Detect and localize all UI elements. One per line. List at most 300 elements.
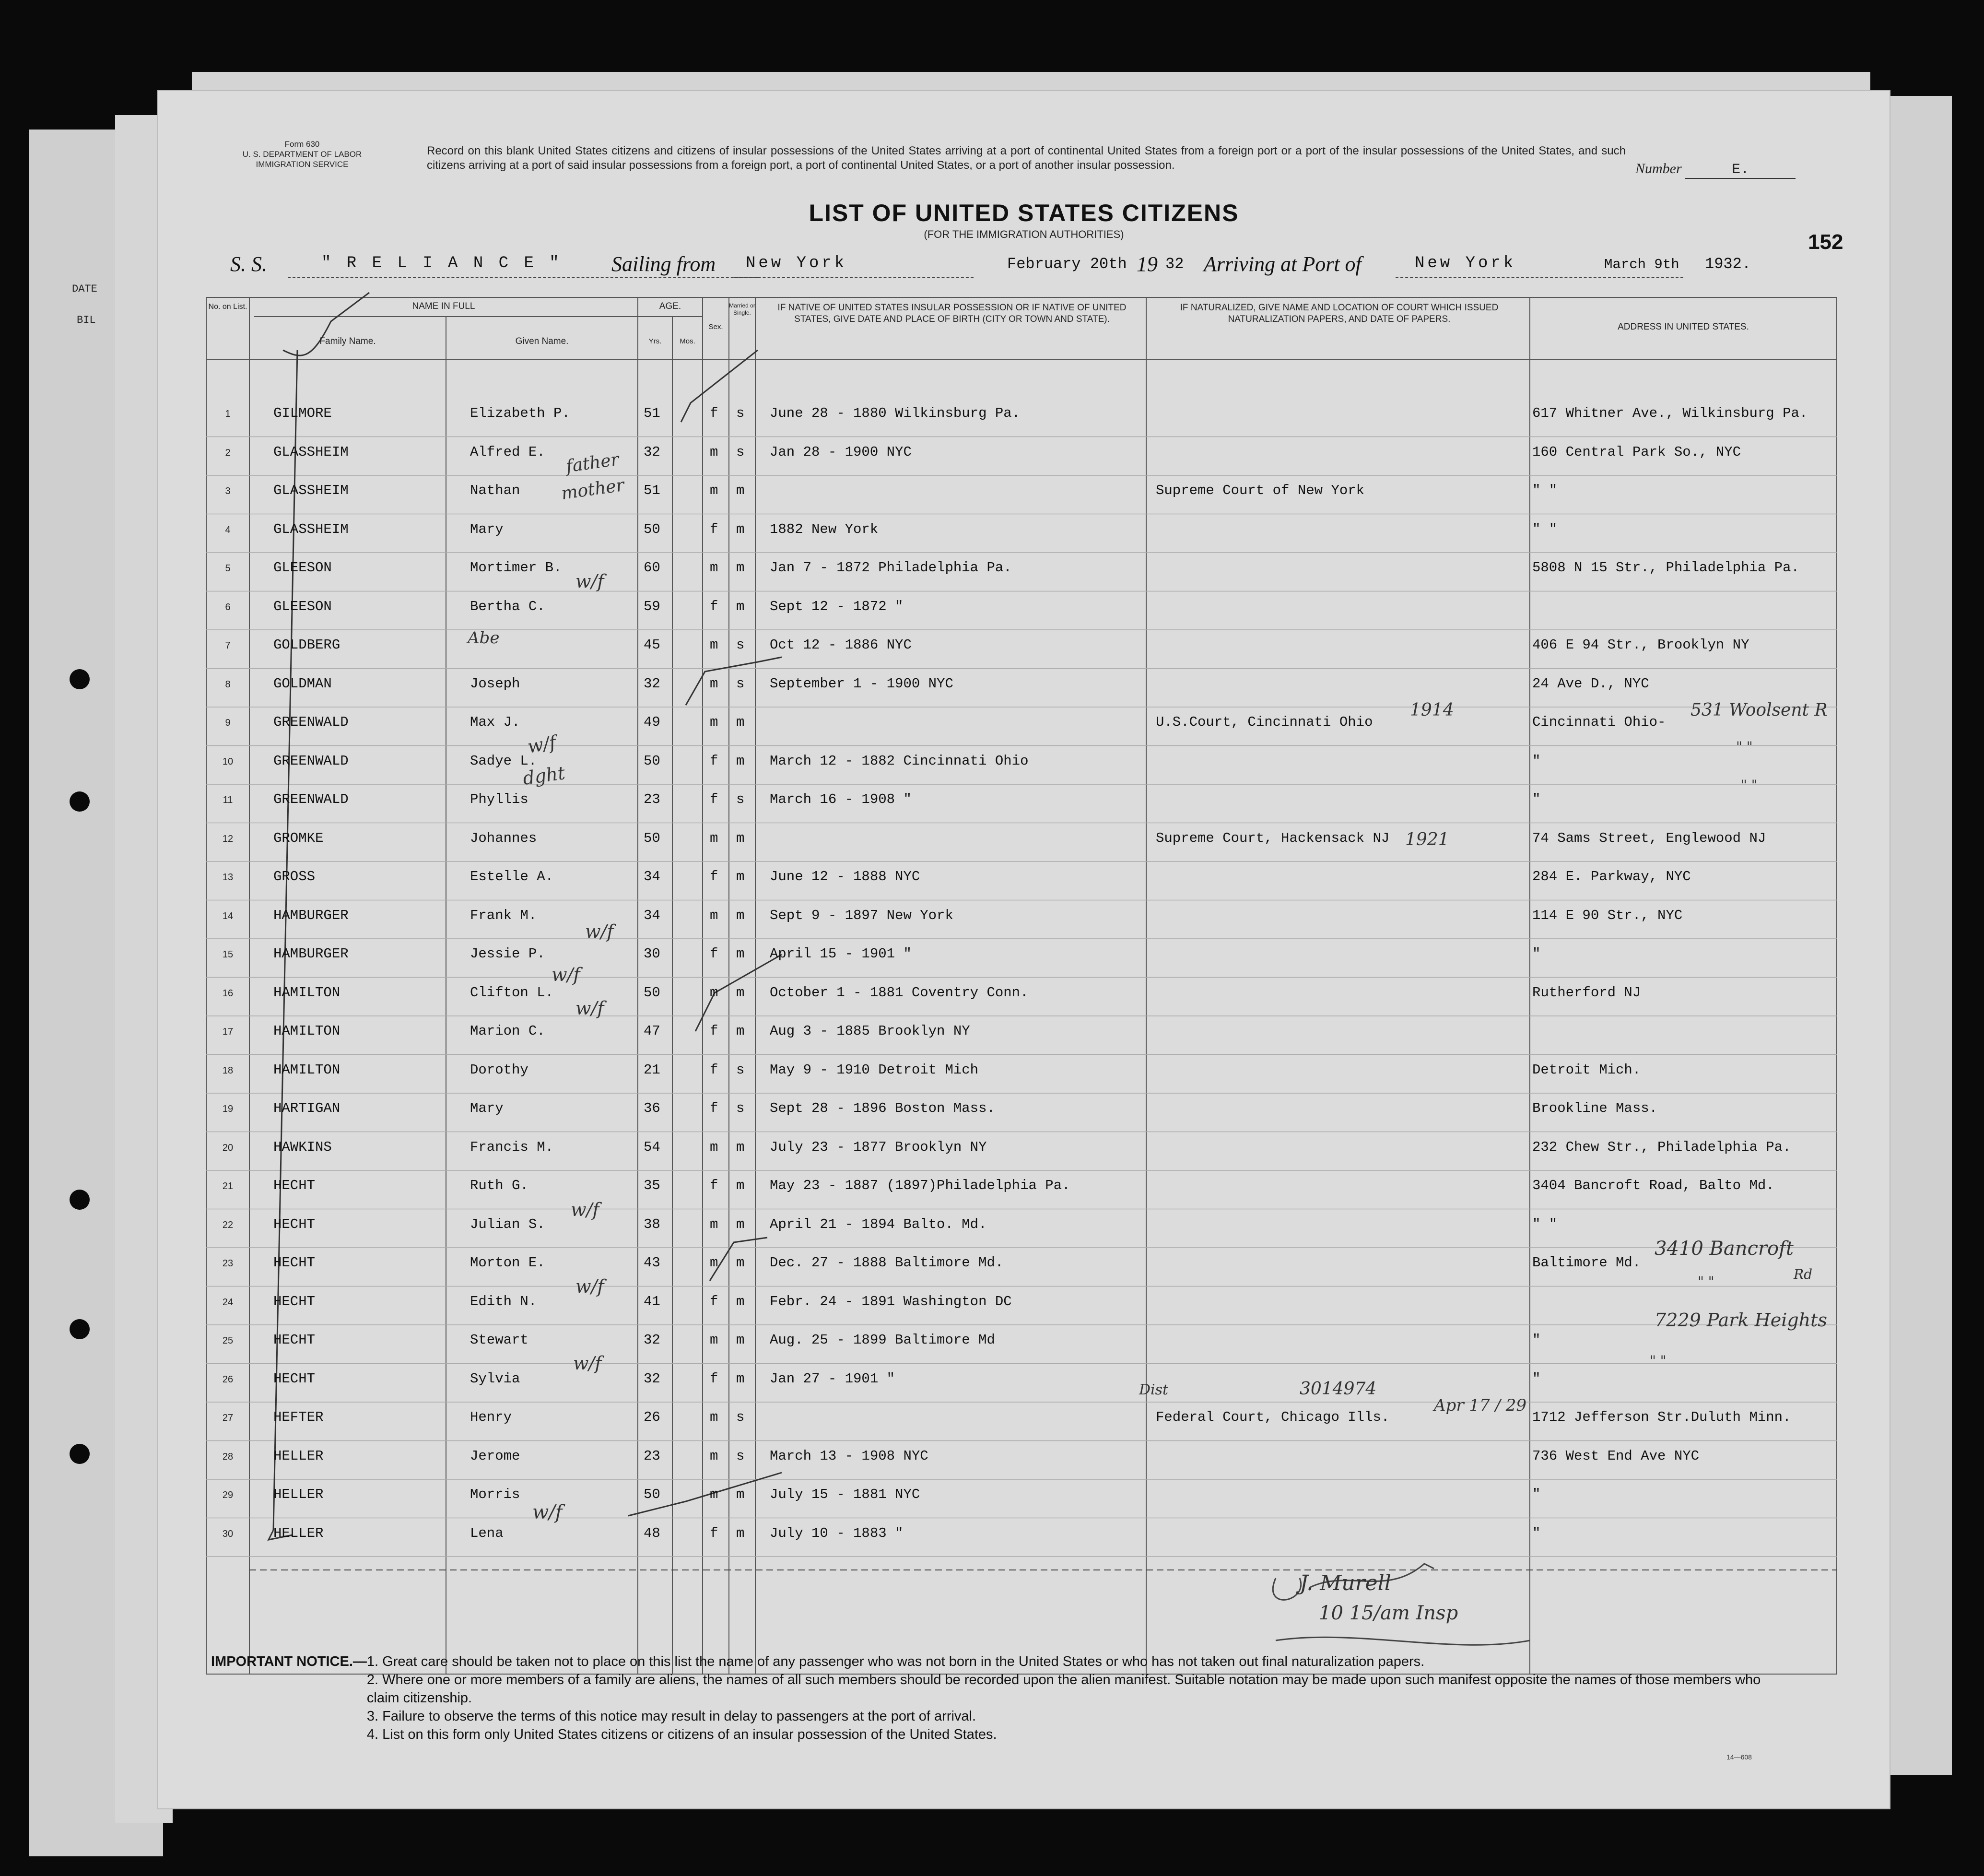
marital-status: m [736,1332,745,1348]
family-name: HAMILTON [273,984,340,1001]
age-years: 32 [644,444,660,460]
sex: m [710,1487,718,1502]
notice-item-2: 2. Where one or more members of a family are aliens, the names of all such members should be recorded upon the alien manifest. Suitable notation may be made upon such manifest opposite the names of those members who claim citizenship. [366,1672,1761,1706]
inspector-signature-name: J. Murell [1300,1571,1391,1595]
age-years: 50 [644,753,660,769]
place-of-birth: October 1 - 1881 Coventry Conn. [770,984,1029,1001]
notice-item-3: 3. Failure to observe the terms of this notice may result in delay to passengers at the port of arrival. [366,1709,976,1724]
header-address: ADDRESS IN UNITED STATES. [1618,322,1749,332]
family-name: HECHT [273,1216,316,1232]
age-years: 50 [644,830,660,846]
sex: f [710,1370,718,1387]
marital-status: m [736,984,745,1001]
address: 1712 Jefferson Str.Duluth Minn. [1532,1409,1791,1425]
place-of-birth: Sept 9 - 1897 New York [770,907,953,923]
family-name: HAMILTON [273,1062,340,1078]
header-family-name: Family Name. [319,336,376,346]
place-of-birth: Febr. 24 - 1891 Washington DC [770,1293,1012,1310]
header-place-of-birth: IF NATIVE OF UNITED STATES INSULAR POSSESSION OR IF NATIVE OF UNITED STATES, GIVE DATE AND PLACE OF BIRTH (CITY OR TOWN AND STATE). [777,303,1127,324]
given-name: Mary [470,521,504,537]
age-years: 21 [644,1062,660,1078]
row-number: 15 [222,949,234,960]
age-years: 23 [644,1448,660,1464]
age-years: 45 [644,637,660,653]
place-of-birth: March 13 - 1908 NYC [770,1448,928,1464]
family-name: HELLER [273,1487,324,1502]
service: IMMIGRATION SERVICE [256,160,349,169]
inspection-time: 10 15/am Insp [1319,1602,1458,1624]
family-name: GLASSHEIM [273,483,349,498]
arrival-year: 1932. [1705,255,1751,273]
place-of-birth: Jan 28 - 1900 NYC [770,444,912,460]
row-number: 27 [222,1413,234,1423]
table-grid [158,91,1890,1808]
row-number: 29 [222,1490,234,1500]
age-years: 54 [644,1139,660,1155]
marital-status: s [736,1062,745,1078]
age-years: 49 [644,714,660,730]
given-name: Marion C. [470,1023,545,1039]
marital-status: m [736,598,745,614]
ss-label: S. S. [230,252,267,276]
marital-status: m [736,1370,745,1387]
row-number: 28 [222,1451,234,1462]
sex: m [710,483,718,498]
address: 232 Chew Str., Philadelphia Pa. [1532,1139,1791,1155]
header-name-in-full: NAME IN FULL [412,301,475,311]
given-name: Phyllis [470,791,528,807]
handwritten-wf-26: w/f [573,1353,602,1374]
marital-status: m [736,521,745,537]
header-married-or-single: Married or Single. [729,302,755,316]
sex: m [710,1448,718,1464]
instructions-text: Record on this blank United States citizens and citizens of insular possessions of the United States arriving at a port of continental United States from a foreign port or a port of the insular possessions of the United States, and such citizens arriving at a port of said insular possessions from a foreign port, a port of continental United States, or a port of another insular possession. [427,144,1626,172]
marital-status: m [736,1293,745,1310]
address: Rutherford NJ [1532,984,1641,1001]
place-of-birth: Jan 27 - 1901 " [770,1370,895,1387]
row-number: 22 [222,1219,234,1230]
age-years: 38 [644,1216,660,1232]
place-of-birth: July 23 - 1877 Brooklyn NY [770,1139,987,1155]
address: Cincinnati Ohio- [1532,714,1666,730]
handwritten-ditto-11: " " [1741,777,1758,793]
address: " " [1532,521,1558,537]
row-number: 30 [222,1528,234,1539]
family-name: HECHT [273,1255,316,1271]
address: 3404 Bancroft Road, Balto Md. [1532,1178,1774,1193]
sex: m [710,1139,718,1155]
header-given-name: Given Name. [515,336,569,346]
family-name: HECHT [273,1178,316,1193]
given-name: Julian S. [470,1216,545,1232]
naturalization-court: Supreme Court of New York [1156,483,1365,498]
family-name: GROMKE [273,830,324,846]
handwritten-dght: dght [521,762,567,789]
handwritten-ditto-26: " " [1650,1353,1667,1369]
punch-hole [70,1444,90,1464]
row-number: 13 [222,872,234,883]
sex: f [710,598,718,614]
family-name: HECHT [273,1370,316,1387]
sex: m [710,560,718,576]
age-years: 41 [644,1293,660,1310]
sex: f [710,1023,718,1039]
address: " [1532,1332,1541,1348]
handwritten-year-1914: 1914 [1410,700,1454,720]
handwritten-wf-10: w/f [526,732,558,757]
age-years: 60 [644,560,660,576]
footer-code: 14—608 [1726,1753,1752,1761]
sex: f [710,1525,718,1541]
handwritten-year-1921: 1921 [1405,830,1449,850]
place-of-birth: March 16 - 1908 " [770,791,912,807]
given-name: Stewart [470,1332,528,1348]
punch-hole [70,1190,90,1210]
family-name: GOLDMAN [273,675,332,692]
notice-lead: IMPORTANT NOTICE.— [211,1654,367,1669]
age-years: 50 [644,1487,660,1502]
marital-status: m [736,1023,745,1039]
place-of-birth: May 9 - 1910 Detroit Mich [770,1062,979,1078]
age-years: 50 [644,521,660,537]
marital-status: m [736,753,745,769]
age-years: 32 [644,1332,660,1348]
family-name: GROSS [273,869,316,885]
arriving-label: Arriving at Port of [1204,252,1362,276]
family-name: HELLER [273,1448,324,1464]
marital-status: m [736,1255,745,1271]
marital-status: m [736,946,745,962]
age-years: 35 [644,1178,660,1193]
place-of-birth: 1882 New York [770,521,879,537]
family-name: GLEESON [273,560,332,576]
family-name: GILMORE [273,405,332,421]
address: " " [1532,483,1558,498]
address: " [1532,791,1541,807]
department: U. S. DEPARTMENT OF LABOR [242,150,362,159]
handwritten-wf-24: w/f [575,1276,604,1297]
family-name: HELLER [273,1525,324,1541]
sex: m [710,1216,718,1232]
header-sex: Sex. [708,323,723,331]
handwritten-address-9: 531 Woolsent R [1691,700,1828,720]
place-of-birth: Sept 28 - 1896 Boston Mass. [770,1100,995,1116]
marital-status: s [736,1409,745,1425]
sail-year: 32 [1165,255,1184,273]
address: 406 E 94 Str., Brooklyn NY [1532,637,1749,653]
marital-status: s [736,637,745,653]
given-name: Joseph [470,675,520,692]
row-number: 17 [222,1026,234,1037]
sex: m [710,907,718,923]
family-name: HARTIGAN [273,1100,340,1116]
marital-status: s [736,791,745,807]
place-of-birth: Sept 12 - 1872 " [770,598,904,614]
handwritten-wf-15: w/f [585,921,614,942]
age-years: 51 [644,483,660,498]
age-years: 51 [644,405,660,421]
address: 114 E 90 Str., NYC [1532,907,1683,923]
sex: m [710,830,718,846]
family-name: HECHT [273,1293,316,1310]
ship-name: " R E L I A N C E " [321,254,562,272]
family-name: GLASSHEIM [273,521,349,537]
family-name: HECHT [273,1332,316,1348]
handwritten-abe: Abe [468,628,500,648]
age-years: 36 [644,1100,660,1116]
side-label-date: DATE [72,283,97,295]
header-no-on-list: No. on List. [208,303,247,311]
row-number: 18 [222,1065,234,1076]
sex: m [710,714,718,730]
place-of-birth: April 21 - 1894 Balto. Md. [770,1216,987,1232]
row-number: 12 [222,833,234,844]
handwritten-cert-number: 3014974 [1300,1379,1377,1399]
family-name: GLEESON [273,598,332,614]
age-years: 30 [644,946,660,962]
sex: f [710,1062,718,1078]
form-number: Form 630 [284,140,320,149]
row-number: 10 [222,756,234,767]
marital-status: s [736,1100,745,1116]
row-number: 2 [225,447,231,458]
handwritten-date-27: Apr 17 / 29 [1434,1396,1526,1415]
sex: f [710,1178,718,1193]
given-name: Morton E. [470,1255,545,1271]
marital-status: m [736,1139,745,1155]
sex: m [710,1255,718,1271]
row-number: 21 [222,1181,234,1192]
place-of-birth: June 12 - 1888 NYC [770,869,920,885]
place-of-birth: Jan 7 - 1872 Philadelphia Pa. [770,560,1012,576]
number-value: E. [1685,162,1796,179]
age-years: 26 [644,1409,660,1425]
handwritten-wf-16: w/f [552,964,580,985]
family-name: GOLDBERG [273,637,340,653]
given-name: Jerome [470,1448,520,1464]
page-number: 152 [1808,230,1843,254]
handwritten-wf-6: w/f [575,571,604,592]
place-of-birth: May 23 - 1887 (1897)Philadelphia Pa. [770,1178,1070,1193]
row-number: 24 [222,1297,234,1308]
sex: m [710,637,718,653]
place-of-birth: April 15 - 1901 " [770,946,912,962]
notice-item-1: 1. Great care should be taken not to place on this list the name of any passenger who was not born in the United States or who has not taken out final naturalization papers. [366,1654,1425,1669]
handwritten-address-25: 7229 Park Heights [1655,1310,1827,1331]
arrival-port: New York [1415,254,1516,272]
marital-status: m [736,830,745,846]
marital-status: s [736,444,745,460]
naturalization-court: Federal Court, Chicago Ills. [1156,1409,1390,1425]
sailing-from: New York [746,254,847,272]
row-number: 19 [222,1104,234,1114]
address: 5808 N 15 Str., Philadelphia Pa. [1532,560,1799,576]
side-label-bil: BIL [77,314,96,326]
handwritten-wf-17: w/f [575,998,604,1019]
row-number: 6 [225,602,231,613]
family-name: HAMILTON [273,1023,340,1039]
sex: f [710,405,718,421]
handwritten-address-23: 3410 Bancroft [1655,1238,1794,1260]
given-name: Frank M. [470,907,537,923]
marital-status: m [736,869,745,885]
place-of-birth: Dec. 27 - 1888 Baltimore Md. [770,1255,1004,1271]
age-years: 47 [644,1023,660,1039]
handwritten-ditto-10: " " [1736,739,1753,755]
given-name: Mortimer B. [470,560,562,576]
address: Baltimore Md. [1532,1255,1641,1271]
marital-status: m [736,1487,745,1502]
marital-status: m [736,1525,745,1541]
given-name: Sadye L. [470,753,537,769]
row-number: 23 [222,1258,234,1269]
punch-hole [70,1319,90,1339]
given-name: Francis M. [470,1139,554,1155]
naturalization-court: Supreme Court, Hackensack NJ [1156,830,1390,846]
age-years: 50 [644,984,660,1001]
age-years: 23 [644,791,660,807]
naturalization-court: U.S.Court, Cincinnati Ohio [1156,714,1373,730]
place-of-birth: July 15 - 1881 NYC [770,1487,920,1502]
family-name: HAWKINS [273,1139,332,1155]
row-number: 1 [225,409,231,419]
given-name: Elizabeth P. [470,405,570,421]
marital-status: s [736,1448,745,1464]
given-name: Johannes [470,830,537,846]
sex: f [710,1100,718,1116]
marital-status: s [736,675,745,692]
given-name: Jessie P. [470,946,545,962]
sex: m [710,444,718,460]
address: 160 Central Park So., NYC [1532,444,1741,460]
address: " [1532,1487,1541,1502]
header-age: AGE. [659,301,681,311]
page-subtitle: (FOR THE IMMIGRATION AUTHORITIES) [924,228,1124,240]
family-name: GLASSHEIM [273,444,349,460]
page-title: LIST OF UNITED STATES CITIZENS [809,200,1239,226]
manifest-sheet [158,91,1890,1808]
sex: m [710,1332,718,1348]
address: 284 E. Parkway, NYC [1532,869,1691,885]
arrival-date: March 9th [1604,257,1679,272]
age-years: 32 [644,675,660,692]
sex: f [710,869,718,885]
sex: m [710,675,718,692]
header-mos: Mos. [680,337,695,345]
sailing-label: Sailing from [611,252,716,276]
sail-date: February 20th [1007,255,1127,273]
row-number: 3 [225,486,231,496]
address: " [1532,1525,1541,1541]
family-name: GREENWALD [273,714,349,730]
family-name: GREENWALD [273,791,349,807]
age-years: 34 [644,907,660,923]
given-name: Lena [470,1525,504,1541]
row-number: 11 [223,795,233,805]
family-name: HAMBURGER [273,907,349,923]
given-name: Clifton L. [470,984,554,1001]
header-naturalization: IF NATURALIZED, GIVE NAME AND LOCATION OF COURT WHICH ISSUED NATURALIZATION PAPERS, AND DATE OF PAPERS. [1180,303,1499,324]
address: " " [1532,1216,1558,1232]
handwritten-wf-30: w/f [532,1501,563,1523]
number-label: Number [1635,161,1682,177]
place-of-birth: September 1 - 1900 NYC [770,675,953,692]
family-name: HAMBURGER [273,946,349,962]
sex: f [710,1293,718,1310]
punch-hole [70,669,90,689]
punch-hole [70,791,90,812]
row-number: 20 [222,1142,234,1153]
given-name: Nathan [470,483,520,498]
place-of-birth: Aug 3 - 1885 Brooklyn NY [770,1023,970,1039]
marital-status: m [736,483,745,498]
address: 736 West End Ave NYC [1532,1448,1700,1464]
place-of-birth: Oct 12 - 1886 NYC [770,637,912,653]
given-name: Sylvia [470,1370,520,1387]
marital-status: m [736,1178,745,1193]
age-years: 32 [644,1370,660,1387]
given-name: Max J. [470,714,520,730]
marital-status: s [736,405,745,421]
marital-status: m [736,1216,745,1232]
address: 617 Whitner Ave., Wilkinsburg Pa. [1532,405,1808,421]
handwritten-father: father [564,449,621,477]
sex: f [710,521,718,537]
sex: m [710,1409,718,1425]
row-number: 14 [222,910,234,921]
given-name: Mary [470,1100,504,1116]
handwritten-wf-22: w/f [571,1199,599,1220]
row-number: 8 [225,679,231,690]
given-name: Ruth G. [470,1178,528,1193]
given-name: Estelle A. [470,869,554,885]
place-of-birth: Aug. 25 - 1899 Baltimore Md [770,1332,995,1348]
sex: f [710,791,718,807]
handwritten-ditto-24: " " [1698,1274,1714,1289]
row-number: 16 [222,988,234,999]
family-name: HEFTER [273,1409,324,1425]
row-number: 4 [225,524,231,535]
row-number: 9 [225,718,231,728]
address: 24 Ave D., NYC [1532,675,1649,692]
given-name: Henry [470,1409,512,1425]
family-name: GREENWALD [273,753,349,769]
address: 74 Sams Street, Englewood NJ [1532,830,1766,846]
address: " [1532,753,1541,769]
given-name: Bertha C. [470,598,545,614]
sail-year-prefix: 19 [1137,252,1158,276]
address: " [1532,946,1541,962]
given-name: Morris [470,1487,520,1502]
marital-status: m [736,560,745,576]
place-of-birth: June 28 - 1880 Wilkinsburg Pa. [770,405,1021,421]
place-of-birth: March 12 - 1882 Cincinnati Ohio [770,753,1029,769]
sex: f [710,946,718,962]
notice-item-4: 4. List on this form only United States citizens or citizens of an insular possession of the United States. [366,1727,997,1742]
address: Detroit Mich. [1532,1062,1641,1078]
place-of-birth: July 10 - 1883 " [770,1525,904,1541]
age-years: 48 [644,1525,660,1541]
marital-status: m [736,907,745,923]
row-number: 25 [222,1335,234,1346]
handwritten-mother: mother [560,475,626,504]
given-name: Edith N. [470,1293,537,1310]
row-number: 26 [222,1374,234,1385]
marital-status: m [736,714,745,730]
given-name: Alfred E. [470,444,545,460]
age-years: 34 [644,869,660,885]
handwritten-rd: Rd [1794,1266,1813,1282]
